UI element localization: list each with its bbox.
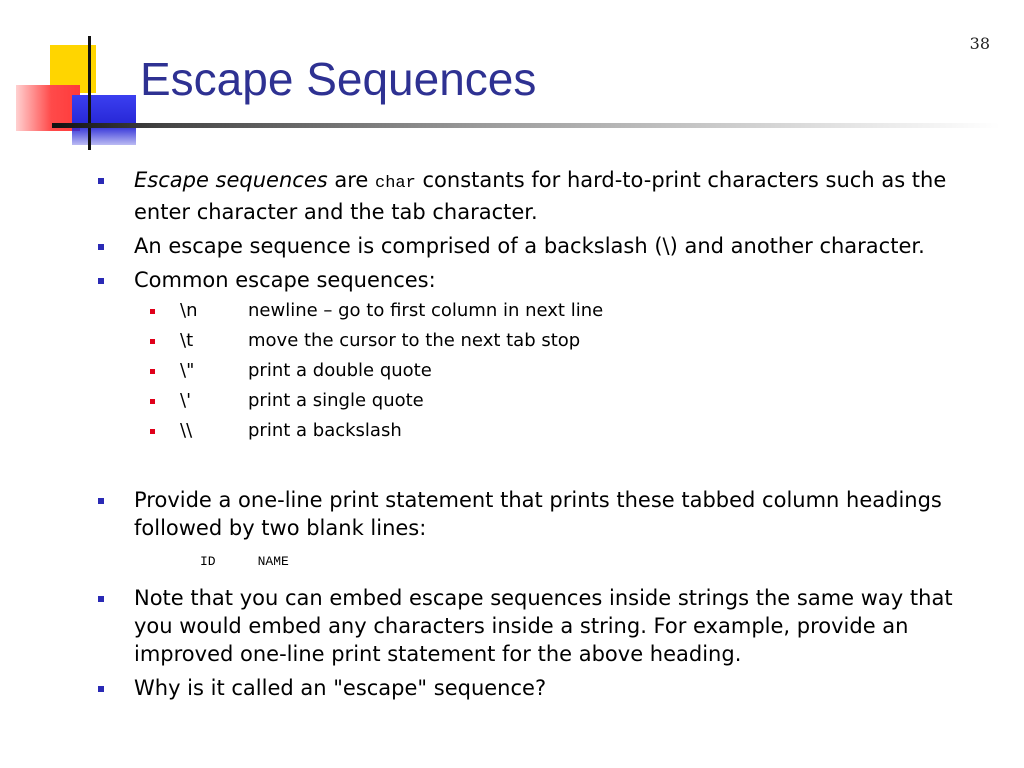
bullet-item-1 (96, 166, 976, 226)
red-square-bullet-icon (150, 399, 155, 404)
escape-description: newline – go to first column in next line (248, 300, 604, 321)
bullet-item-6 (96, 674, 976, 702)
example-name: NAME (257, 554, 289, 569)
bullet-text: constants for hard-to-print characters such as the enter character and the tab character. (134, 168, 947, 224)
escape-item (96, 356, 976, 386)
page-number: 38 (969, 34, 990, 53)
page-title: Escape Sequences (140, 53, 537, 105)
square-bullet-icon (98, 244, 104, 250)
red-square-bullet-icon (150, 369, 155, 374)
escape-description: print a double quote (248, 360, 432, 381)
logo-blue-square (72, 95, 136, 145)
escape-code: \t (180, 330, 194, 351)
bullet-text: are (327, 168, 375, 192)
escape-description: print a backslash (248, 420, 402, 441)
square-bullet-icon (98, 686, 104, 692)
bullet-item-2 (96, 232, 976, 260)
escape-item (96, 416, 976, 446)
square-bullet-icon (98, 596, 104, 602)
red-square-bullet-icon (150, 309, 155, 314)
red-square-bullet-icon (150, 339, 155, 344)
escape-description: print a single quote (248, 390, 424, 411)
square-bullet-icon (98, 178, 104, 184)
bullet-text: Common escape sequences: (134, 268, 436, 292)
escape-code: \\ (180, 420, 193, 441)
bullet-list (96, 166, 976, 702)
title-underline (52, 123, 1000, 128)
bullet-text: Why is it called an "escape" sequence? (134, 676, 547, 700)
bullet-item-3 (96, 266, 976, 294)
escape-code: \' (180, 390, 192, 411)
escape-code: \" (180, 360, 195, 381)
square-bullet-icon (98, 498, 104, 504)
bullet-item-5 (96, 584, 976, 668)
term-escape-sequences: Escape sequences (134, 168, 328, 192)
logo-vertical-line (88, 36, 91, 150)
escape-code: \n (180, 300, 198, 321)
escape-item (96, 296, 976, 326)
bullet-text: Provide a one-line print statement that prints these tabbed column headings followed by two blank lines: (134, 488, 942, 540)
example-id: ID (200, 554, 216, 569)
escape-description: move the cursor to the next tab stop (248, 330, 581, 351)
escape-item (96, 326, 976, 356)
bullet-text: Note that you can embed escape sequences inside strings the same way that you would embed any characters inside a string. For example, provide an improved one-line print statement for the above heading. (134, 586, 953, 666)
escape-item (96, 386, 976, 416)
code-char: char (375, 174, 416, 193)
red-square-bullet-icon (150, 429, 155, 434)
bullet-text: An escape sequence is comprised of a backslash (\) and another character. (134, 234, 925, 258)
square-bullet-icon (98, 278, 104, 284)
example-heading (96, 550, 976, 574)
bullet-item-4 (96, 486, 976, 542)
